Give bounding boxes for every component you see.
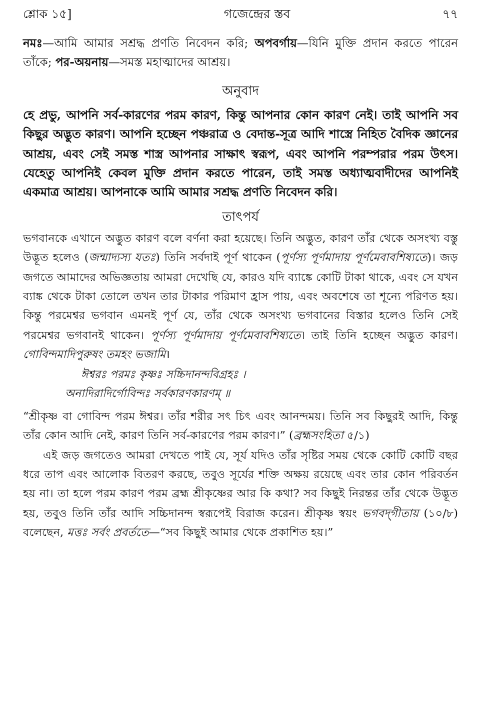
text-run: ভগবানকে এখানে অদ্ভুত কারণ বলে বর্ণনা করা হয়েছে। তিনি অদ্ভুত, কারণ তাঁর থেকে অসংখ্য বস্তু উদ্ভূত হলেও ( [23,231,458,265]
text-run: (১০/৮) বলেছেন, [23,506,458,540]
sanskrit-quote: গোবিন্দমাদিপুরুষং তমহং ভজামি [23,348,166,362]
scripture-reference: ভগবদ্‌গীতায় [362,506,419,520]
word-term: পর-অয়নায় [55,55,109,70]
purport-paragraph [23,446,458,543]
text-run: —“সব কিছুই আমার থেকে প্রকাশিত হয়।” [148,526,334,540]
header-verse-number: শ্লোক ১৫] [23,7,72,21]
sanskrit-verse [65,365,458,403]
running-header [23,6,458,26]
purport-heading: তাৎপর্য [222,209,259,225]
text-run: । [165,348,170,362]
sanskrit-quote: মত্তঃ সর্বং প্রবর্ততে [67,526,149,540]
translation-text: হে প্রভু, আপনি সর্ব-কারণের পরম কারণ, কিন্তু আপনার কোন কারণ নেই। তাই আপনি সব কিছুর অদ্ভুত কারণ। আপনি হচ্ছেন পঞ্চরাত্র ও বেদান্ত-সূত্র আদি শাস্ত্রে নিহিত বৈদিক জ্ঞানের আশ্রয়, এবং সেই সমস্ত শাস্ত্র আপনার সাক্ষাৎ স্বরূপ, এবং আপনি পরম্পরার পরম উৎস। যেহেতু আপনিই কেবল মুক্তি প্রদান করতে পারেন, তাই সমস্ত অধ্যাত্মবাদীদের আপনিই একমাত্র আশ্রয়। আপনাকে আমি আমার সশ্রদ্ধ প্রণতি নিবেদন করি। [23,107,458,200]
word-term: অপবর্গায় [254,36,297,50]
word-meaning: —আমি আমার সশ্রদ্ধ প্রণতি নিবেদন করি; [42,36,255,50]
word-meaning: —সমস্ত মহাত্মাদের আশ্রয়। [108,55,231,70]
purport-paragraph [23,229,458,365]
verse-line: অনাদিরাদির্গোবিন্দঃ সর্বকারণকারণম্‌ ॥ [65,386,231,400]
header-page-number: ৭৭ [442,7,458,21]
scripture-reference: ব্রহ্মসংহিতা [293,429,344,443]
verse-line: ঈশ্বরঃ পরমঃ কৃষ্ণঃ সচ্চিদানন্দবিগ্রহঃ । [81,367,246,381]
word-term: নমঃ [23,36,43,50]
text-run: ৫/১) [343,429,370,443]
word-meaning: —যিনি মুক্তি প্রদান করতে পারেন তাঁকে; [23,36,458,70]
translation-heading: অনুবাদ [222,83,259,99]
word-meanings [23,34,458,73]
header-chapter-title: গজেন্দ্রের স্তব [223,6,291,21]
verse-translation [23,407,458,446]
text-run: । তাই তিনি হচ্ছেন অদ্ভুত কারণ। [300,328,458,342]
text-run: )। জড় জগতে আমাদের অভিজ্ঞতায় আমরা দেখেছি যে, কারও যদি ব্যাঙ্কে কোটি টাকা থাকে, এবং সে যখন ব্যাঙ্ক থেকে টাকা তোলে তখন তার টাকার পরিমাণ হ্রাস পায়, এবং অবশেষে তা শূন্যে পরিণত হয়। কিন্তু পরমেশ্বর ভগবান এমনই পূর্ণ যে, তাঁর থেকে অসংখ্য ভগবানের বিস্তার হলেও তিনি সেই পরমেশ্বর ভগবানই থাকেন। [23,251,458,342]
sanskrit-quote: পূর্ণস্য পূর্ণমাদায় পূর্ণমেবাবশিষ্যতে [280,251,428,265]
sanskrit-quote: পূর্ণস্য পূর্ণমাদায় পূর্ণমেবাবশিষ্যতে [150,328,301,342]
text-run: এই জড় জগতেও আমরা দেখতে পাই যে, সূর্য যদিও তাঁর সৃষ্টির সময় থেকে কোটি কোটি বছর ধরে তাপ এবং আলোক বিতরণ করছে, তবুও সূর্যের শক্তি অক্ষয় রয়েছে এবং তার কোন পরিবর্তন হয় না। তা হলে পরম কারণ পরম ব্রহ্ম শ্রীকৃষ্ণের আর কি কথা? সব কিছুই নিরন্তর তাঁর থেকে উদ্ভূত হয়, তবুও তিনি তাঁর আদি সচ্চিদানন্দ স্বরূপেই বিরাজ করেন। শ্রীকৃষ্ণ স্বয়ং [23,448,458,520]
text-run: ) তিনি সর্বদাই পূর্ণ থাকেন ( [155,251,281,265]
purport-body [23,229,458,543]
sanskrit-quote: জন্মাদ্যস্য যতঃ [88,251,156,265]
text-run: “শ্রীকৃষ্ণ বা গোবিন্দ পরম ঈশ্বর। তাঁর শরীর সৎ চিৎ এবং আনন্দময়। তিনি সব কিছুরই আদি, কিন্তু তাঁর কোন আদি নেই, কারণ তিনি সর্ব-কারণের পরম কারণ।” ( [23,409,458,443]
